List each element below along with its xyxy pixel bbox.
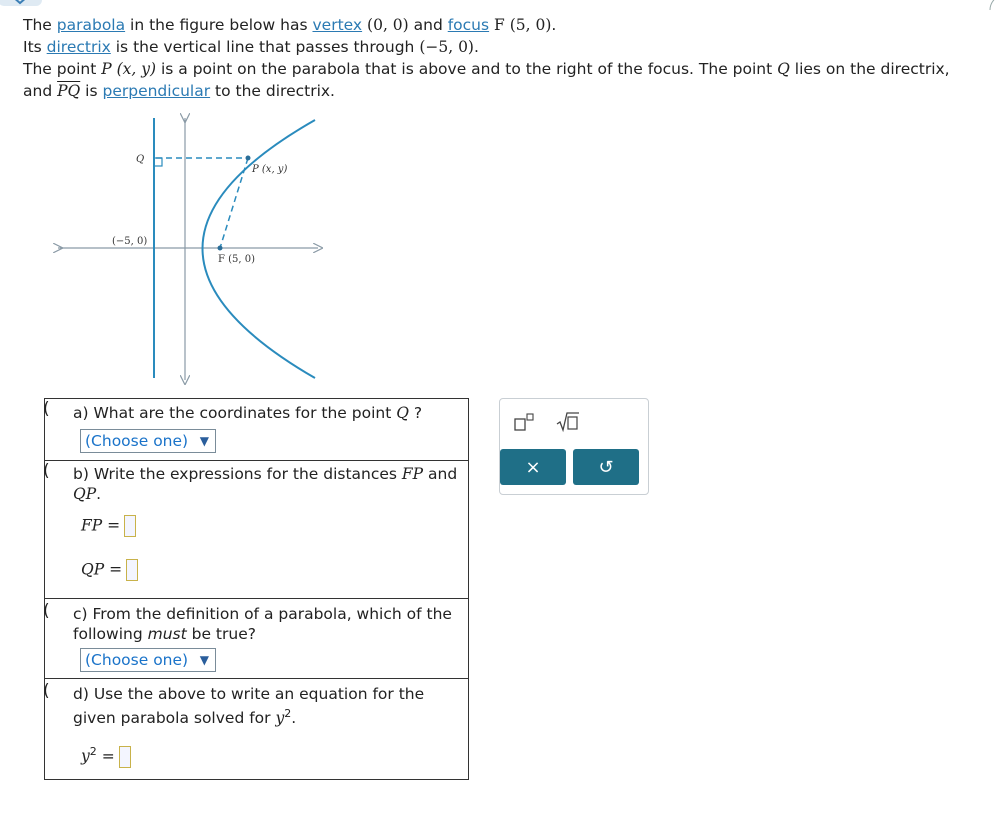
parabola-link[interactable]: parabola bbox=[56, 16, 126, 34]
label-q: Q bbox=[136, 154, 145, 165]
intro-line-3: The point P (x, y) is a point on the parabola that is above and to the right of the focus. The point Q lies on the directrix, bbox=[23, 60, 950, 78]
focus-value: F (5, 0) bbox=[494, 16, 552, 34]
math-toolbox bbox=[499, 398, 649, 495]
label-p: P (x, y) bbox=[252, 164, 288, 175]
perpendicular-link[interactable]: perpendicular bbox=[102, 82, 211, 100]
segment-fp-dashed bbox=[220, 158, 248, 248]
point-f bbox=[218, 246, 223, 251]
label-f: F (5, 0) bbox=[218, 254, 256, 265]
collapse-chevron-icon[interactable] bbox=[0, 0, 42, 12]
question-b-text: b) Write the expressions for the distances FP and QP. bbox=[73, 465, 458, 503]
question-d: ( d) Use the above to write an equation for the given parabola solved for $y^2$. $y^2$ = bbox=[45, 679, 468, 781]
y-squared-answer-input[interactable] bbox=[119, 746, 131, 768]
question-a-text: a) What are the coordinates for the point Q ? bbox=[73, 404, 423, 422]
intro-line-1: The parabola in the figure below has vertex (0, 0) and focus F (5, 0). bbox=[23, 16, 557, 34]
vertex-value: (0, 0) bbox=[367, 16, 409, 34]
fp-answer-input[interactable] bbox=[124, 515, 136, 537]
segment-pq: $\overline{PQ}$ bbox=[57, 82, 81, 100]
fp-equation: FP = bbox=[81, 515, 136, 537]
point-p bbox=[246, 156, 251, 161]
questions-panel bbox=[44, 398, 469, 780]
edge-bracket-icon bbox=[986, 0, 1000, 14]
undo-icon: ↺ bbox=[598, 456, 614, 478]
label-directrix-point: (−5, 0) bbox=[112, 236, 148, 247]
triangle-down-icon: ▼ bbox=[199, 653, 209, 667]
intro-line-2: Its directrix is the vertical line that passes through (−5, 0). bbox=[23, 38, 479, 56]
focus-link[interactable]: focus bbox=[447, 16, 490, 34]
parabola-figure bbox=[50, 110, 340, 390]
question-c: ( c) From the definition of a parabola, which of the following must be true? (Choose one) ▼ bbox=[45, 599, 468, 679]
question-c-text: c) From the definition of a parabola, which of the following must be true? bbox=[73, 605, 452, 643]
y-squared-equation: $y^2$ = bbox=[81, 745, 131, 768]
undo-button[interactable] bbox=[573, 449, 639, 485]
question-a: ( a) What are the coordinates for the point Q ? (Choose one) ▼ bbox=[45, 399, 468, 461]
question-d-text: d) Use the above to write an equation for the given parabola solved for $y^2$. bbox=[73, 685, 425, 728]
superscript-icon bbox=[512, 412, 536, 432]
point-q-label: Q bbox=[777, 60, 790, 78]
superscript-button[interactable] bbox=[506, 407, 542, 437]
square-root-button[interactable] bbox=[550, 407, 586, 437]
qp-answer-input[interactable] bbox=[126, 559, 138, 581]
triangle-down-icon: ▼ bbox=[199, 434, 209, 448]
vertex-link[interactable]: vertex bbox=[312, 16, 363, 34]
directrix-point: (−5, 0) bbox=[419, 38, 474, 56]
close-icon: × bbox=[525, 456, 541, 478]
definition-dropdown[interactable]: (Choose one) ▼ bbox=[80, 648, 216, 672]
intro-line-4: and $\overline{PQ}$ is perpendicular to the directrix. bbox=[23, 82, 335, 100]
question-b: ( b) Write the expressions for the distances FP and QP. FP = QP = bbox=[45, 461, 468, 599]
qp-equation: QP = bbox=[81, 559, 138, 581]
clear-button[interactable] bbox=[500, 449, 566, 485]
directrix-link[interactable]: directrix bbox=[46, 38, 111, 56]
problem-statement bbox=[23, 14, 998, 102]
right-angle-marker bbox=[154, 158, 162, 166]
square-root-icon bbox=[555, 411, 581, 433]
q-coordinates-dropdown[interactable]: (Choose one) ▼ bbox=[80, 429, 216, 453]
point-p-label: P (x, y) bbox=[101, 60, 157, 78]
